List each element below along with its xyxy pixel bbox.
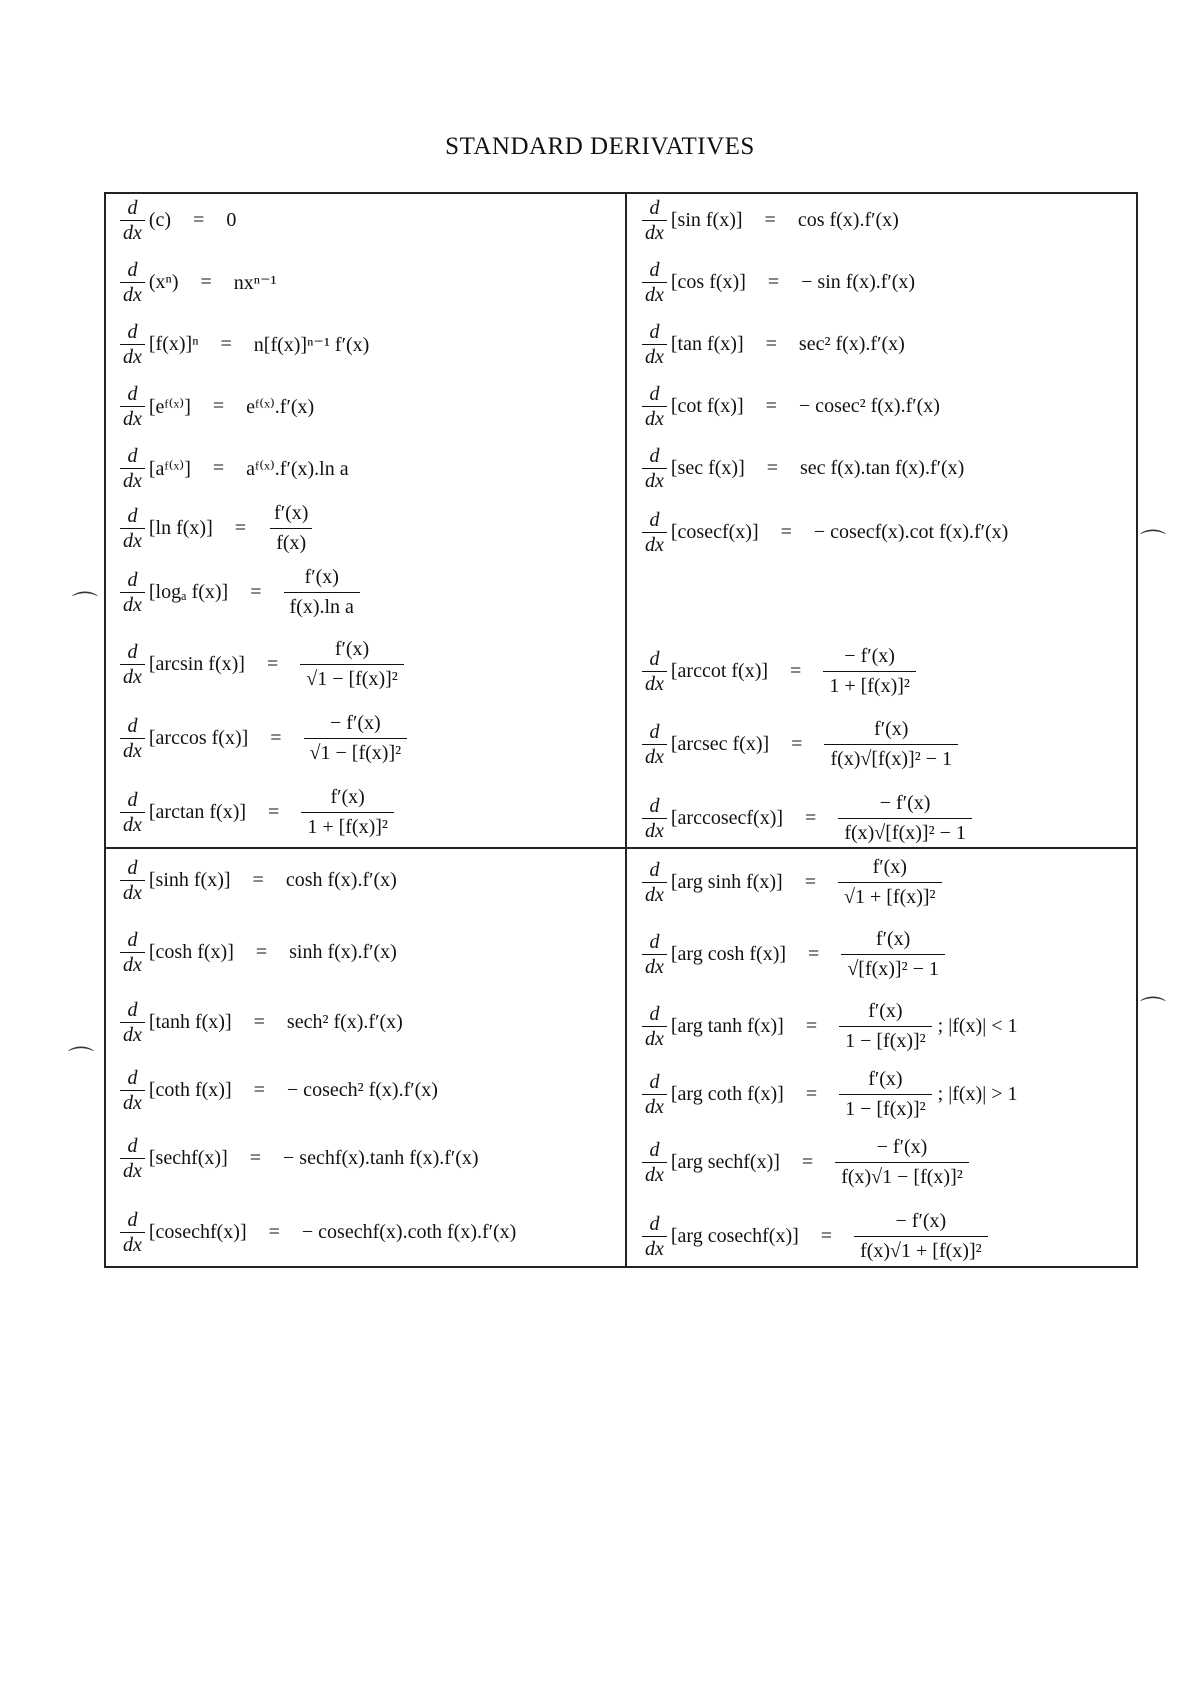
equals-sign: = bbox=[765, 395, 777, 417]
formula-argument: [arg sinh f(x)] bbox=[670, 871, 783, 893]
formula-result: sec² f(x).f′(x) bbox=[798, 333, 905, 355]
formula-result: sinh f(x).f′(x) bbox=[289, 941, 397, 963]
formula-row bbox=[118, 712, 407, 765]
equals-sign: = bbox=[765, 333, 777, 355]
formula-result: cosh f(x).f′(x) bbox=[285, 869, 397, 891]
equals-sign: = bbox=[805, 807, 817, 829]
operator-denominator: dx bbox=[120, 528, 145, 551]
operator-denominator: dx bbox=[120, 282, 145, 305]
d-dx-operator bbox=[642, 384, 667, 429]
formula-argument: [cosh f(x)] bbox=[148, 941, 234, 963]
formula-row bbox=[118, 638, 404, 691]
result-denominator: f(x) bbox=[270, 528, 312, 555]
d-dx-operator bbox=[120, 384, 145, 429]
formula-row bbox=[640, 198, 899, 243]
d-dx-operator bbox=[120, 1210, 145, 1255]
formula-argument: [eᶠ⁽ˣ⁾] bbox=[148, 396, 191, 418]
formula-result: − cosechf(x).coth f(x).f′(x) bbox=[301, 1221, 517, 1243]
operator-numerator: d bbox=[649, 1003, 660, 1025]
d-dx-operator bbox=[642, 510, 667, 555]
operator-denominator: dx bbox=[642, 1162, 667, 1185]
d-dx-operator bbox=[642, 860, 667, 905]
formula-argument: [cosechf(x)] bbox=[148, 1221, 247, 1243]
operator-numerator: d bbox=[127, 929, 138, 951]
d-dx-operator bbox=[120, 446, 145, 491]
operator-denominator: dx bbox=[120, 1090, 145, 1113]
d-dx-operator bbox=[120, 642, 145, 687]
formula-row bbox=[640, 1000, 1018, 1053]
operator-numerator: d bbox=[127, 857, 138, 879]
margin-mark: ⌒ bbox=[1140, 996, 1167, 1025]
formula-argument: [arctan f(x)] bbox=[148, 801, 247, 823]
formula-row bbox=[118, 930, 397, 975]
result-denominator: 1 − [f(x)]² bbox=[839, 1026, 932, 1053]
result-denominator: 1 + [f(x)]² bbox=[301, 812, 394, 839]
result-fraction bbox=[268, 502, 314, 555]
formula-argument: [cos f(x)] bbox=[670, 271, 746, 293]
formula-row bbox=[640, 856, 942, 909]
operator-denominator: dx bbox=[642, 406, 667, 429]
operator-denominator: dx bbox=[642, 954, 667, 977]
equals-sign: = bbox=[820, 1225, 833, 1247]
d-dx-operator bbox=[642, 796, 667, 841]
result-fraction bbox=[301, 786, 394, 839]
formula-argument: [arcsec f(x)] bbox=[670, 733, 770, 755]
formula-row bbox=[640, 1136, 969, 1189]
formula-result: cos f(x).f′(x) bbox=[797, 209, 899, 231]
formula-result: aᶠ⁽ˣ⁾.f′(x).ln a bbox=[246, 458, 349, 480]
formula-result: − cosecf(x).cot f(x).f′(x) bbox=[813, 521, 1009, 543]
d-dx-operator bbox=[120, 1000, 145, 1045]
operator-numerator: d bbox=[649, 509, 660, 531]
formula-result: sec f(x).tan f(x).f′(x) bbox=[800, 457, 965, 479]
equals-sign: = bbox=[212, 395, 225, 417]
formula-row bbox=[640, 384, 940, 429]
operator-numerator: d bbox=[127, 445, 138, 467]
formula-argument: [arccosecf(x)] bbox=[670, 807, 784, 829]
operator-denominator: dx bbox=[642, 532, 667, 555]
formula-argument: [tan f(x)] bbox=[670, 333, 744, 355]
formula-row bbox=[118, 322, 369, 367]
operator-denominator: dx bbox=[642, 468, 667, 491]
formula-argument: [arg cosh f(x)] bbox=[670, 943, 787, 965]
result-fraction bbox=[839, 1000, 932, 1053]
formula-argument: [sin f(x)] bbox=[670, 209, 743, 231]
result-numerator: − f′(x) bbox=[844, 645, 895, 667]
section-divider bbox=[104, 847, 1138, 849]
domain-condition: ; |f(x)| > 1 bbox=[937, 1083, 1018, 1105]
formula-argument: [arg cosechf(x)] bbox=[670, 1225, 799, 1247]
result-denominator: √1 + [f(x)]² bbox=[838, 882, 942, 909]
operator-numerator: d bbox=[127, 505, 138, 527]
d-dx-operator bbox=[120, 1136, 145, 1181]
formula-argument: [tanh f(x)] bbox=[148, 1011, 232, 1033]
operator-numerator: d bbox=[649, 197, 660, 219]
result-fraction bbox=[854, 1210, 988, 1263]
formula-argument: [arccos f(x)] bbox=[148, 727, 249, 749]
operator-numerator: d bbox=[649, 859, 660, 881]
d-dx-operator bbox=[120, 790, 145, 835]
equals-sign: = bbox=[805, 1015, 818, 1037]
equals-sign: = bbox=[767, 271, 780, 293]
d-dx-operator bbox=[120, 506, 145, 551]
operator-denominator: dx bbox=[642, 220, 667, 243]
operator-denominator: dx bbox=[642, 818, 667, 841]
formula-result: 0 bbox=[226, 209, 237, 231]
operator-numerator: d bbox=[649, 383, 660, 405]
d-dx-operator bbox=[642, 322, 667, 367]
formula-row bbox=[118, 1068, 438, 1113]
operator-numerator: d bbox=[649, 259, 660, 281]
operator-denominator: dx bbox=[120, 880, 145, 903]
formula-row bbox=[640, 928, 945, 981]
formula-argument: [cot f(x)] bbox=[670, 395, 744, 417]
d-dx-operator bbox=[642, 198, 667, 243]
equals-sign: = bbox=[780, 521, 792, 543]
operator-denominator: dx bbox=[120, 1232, 145, 1255]
equals-sign: = bbox=[801, 1151, 814, 1173]
operator-numerator: d bbox=[649, 931, 660, 953]
result-denominator: f(x).ln a bbox=[284, 592, 360, 619]
operator-denominator: dx bbox=[642, 344, 667, 367]
formula-result: − sin f(x).f′(x) bbox=[801, 271, 916, 293]
formula-row bbox=[118, 260, 277, 305]
result-denominator: f(x)√1 − [f(x)]² bbox=[835, 1162, 969, 1189]
formula-row bbox=[118, 566, 360, 619]
d-dx-operator bbox=[120, 858, 145, 903]
result-fraction bbox=[300, 638, 404, 691]
operator-numerator: d bbox=[649, 1071, 660, 1093]
equals-sign: = bbox=[212, 457, 225, 479]
formula-row bbox=[118, 198, 236, 243]
equals-sign: = bbox=[766, 457, 779, 479]
formula-argument: [arg tanh f(x)] bbox=[670, 1015, 784, 1037]
formula-row bbox=[640, 1068, 1018, 1121]
page-title: STANDARD DERIVATIVES bbox=[445, 133, 755, 160]
equals-sign: = bbox=[805, 1083, 818, 1105]
operator-numerator: d bbox=[127, 1135, 138, 1157]
operator-numerator: d bbox=[649, 721, 660, 743]
result-numerator: − f′(x) bbox=[876, 1136, 928, 1158]
result-fraction bbox=[304, 712, 408, 765]
equals-sign: = bbox=[791, 733, 803, 755]
result-numerator: f′(x) bbox=[330, 786, 365, 808]
result-fraction bbox=[839, 1068, 932, 1121]
result-numerator: − f′(x) bbox=[879, 792, 931, 814]
formula-argument: [logₐ f(x)] bbox=[148, 581, 229, 603]
d-dx-operator bbox=[642, 649, 667, 694]
operator-denominator: dx bbox=[120, 952, 145, 975]
formula-argument: [arg sechf(x)] bbox=[670, 1151, 780, 1173]
operator-numerator: d bbox=[127, 321, 138, 343]
operator-numerator: d bbox=[127, 641, 138, 663]
result-denominator: 1 − [f(x)]² bbox=[839, 1094, 932, 1121]
result-fraction bbox=[835, 1136, 969, 1189]
formula-argument: [ln f(x)] bbox=[148, 517, 213, 539]
formula-argument: (c) bbox=[148, 209, 172, 231]
equals-sign: = bbox=[255, 941, 268, 963]
operator-denominator: dx bbox=[642, 282, 667, 305]
d-dx-operator bbox=[642, 932, 667, 977]
result-denominator: √1 − [f(x)]² bbox=[300, 664, 404, 691]
equals-sign: = bbox=[220, 333, 232, 355]
formula-result: sech² f(x).f′(x) bbox=[286, 1011, 403, 1033]
operator-denominator: dx bbox=[120, 468, 145, 491]
equals-sign: = bbox=[764, 209, 776, 231]
operator-numerator: d bbox=[649, 795, 660, 817]
formula-argument: [sechf(x)] bbox=[148, 1147, 228, 1169]
equals-sign: = bbox=[270, 727, 282, 749]
operator-denominator: dx bbox=[120, 812, 145, 835]
operator-numerator: d bbox=[127, 259, 138, 281]
d-dx-operator bbox=[120, 716, 145, 761]
equals-sign: = bbox=[253, 1079, 265, 1101]
formula-row bbox=[118, 786, 394, 839]
result-fraction bbox=[284, 566, 360, 619]
operator-numerator: d bbox=[127, 715, 138, 737]
formula-row bbox=[118, 858, 397, 903]
formula-row bbox=[640, 1210, 988, 1263]
equals-sign: = bbox=[253, 1011, 265, 1033]
result-numerator: f′(x) bbox=[875, 928, 911, 950]
equals-sign: = bbox=[234, 517, 247, 539]
equals-sign: = bbox=[268, 1221, 280, 1243]
operator-numerator: d bbox=[649, 321, 660, 343]
formula-row bbox=[640, 792, 972, 845]
formula-argument: (xⁿ) bbox=[148, 271, 179, 293]
formula-result: − sechf(x).tanh f(x).f′(x) bbox=[283, 1147, 479, 1169]
equals-sign: = bbox=[249, 1147, 262, 1169]
operator-denominator: dx bbox=[120, 220, 145, 243]
result-fraction bbox=[838, 792, 972, 845]
formula-result: − cosech² f(x).f′(x) bbox=[286, 1079, 438, 1101]
result-denominator: f(x)√[f(x)]² − 1 bbox=[824, 744, 958, 771]
operator-denominator: dx bbox=[120, 1158, 145, 1181]
d-dx-operator bbox=[642, 1072, 667, 1117]
formula-result: eᶠ⁽ˣ⁾.f′(x) bbox=[246, 396, 315, 418]
result-fraction bbox=[838, 856, 942, 909]
formula-row bbox=[640, 718, 958, 771]
result-numerator: − f′(x) bbox=[895, 1210, 947, 1232]
formula-row bbox=[640, 510, 1008, 555]
operator-numerator: d bbox=[127, 789, 138, 811]
formula-result: nxⁿ⁻¹ bbox=[233, 272, 277, 294]
result-fraction bbox=[841, 928, 945, 981]
operator-numerator: d bbox=[127, 1209, 138, 1231]
operator-denominator: dx bbox=[642, 1026, 667, 1049]
margin-mark: ⌒ bbox=[72, 591, 99, 620]
formula-result: − cosec² f(x).f′(x) bbox=[798, 395, 940, 417]
formula-row bbox=[118, 1000, 403, 1045]
formula-row bbox=[118, 384, 314, 429]
margin-mark: ⌒ bbox=[1140, 529, 1167, 558]
formula-row bbox=[640, 260, 915, 305]
equals-sign: = bbox=[250, 581, 262, 603]
result-numerator: f′(x) bbox=[872, 856, 907, 878]
d-dx-operator bbox=[642, 722, 667, 767]
result-numerator: f′(x) bbox=[274, 502, 309, 524]
result-denominator: f(x)√1 + [f(x)]² bbox=[854, 1236, 988, 1263]
formula-argument: [arg coth f(x)] bbox=[670, 1083, 784, 1105]
d-dx-operator bbox=[120, 322, 145, 367]
formula-row bbox=[118, 1210, 516, 1255]
operator-denominator: dx bbox=[642, 744, 667, 767]
d-dx-operator bbox=[120, 930, 145, 975]
result-denominator: √[f(x)]² − 1 bbox=[841, 954, 945, 981]
equals-sign: = bbox=[268, 801, 280, 823]
equals-sign: = bbox=[193, 209, 205, 231]
result-numerator: f′(x) bbox=[874, 718, 909, 740]
equals-sign: = bbox=[252, 869, 264, 891]
formula-row bbox=[640, 645, 916, 698]
d-dx-operator bbox=[642, 446, 667, 491]
result-numerator: f′(x) bbox=[868, 1068, 903, 1090]
equals-sign: = bbox=[804, 871, 816, 893]
result-numerator: f′(x) bbox=[304, 566, 339, 588]
formula-argument: [aᶠ⁽ˣ⁾] bbox=[148, 458, 191, 480]
operator-denominator: dx bbox=[120, 664, 145, 687]
formula-result: n[f(x)]ⁿ⁻¹ f′(x) bbox=[253, 334, 370, 356]
operator-numerator: d bbox=[649, 648, 660, 670]
operator-denominator: dx bbox=[642, 671, 667, 694]
margin-mark: ⌒ bbox=[68, 1046, 95, 1075]
operator-denominator: dx bbox=[120, 738, 145, 761]
operator-denominator: dx bbox=[642, 1236, 667, 1259]
operator-denominator: dx bbox=[120, 344, 145, 367]
column-divider bbox=[625, 192, 627, 1268]
formula-argument: [coth f(x)] bbox=[148, 1079, 232, 1101]
result-numerator: f′(x) bbox=[334, 638, 370, 660]
operator-numerator: d bbox=[649, 1213, 660, 1235]
result-numerator: − f′(x) bbox=[330, 712, 381, 734]
operator-numerator: d bbox=[127, 999, 138, 1021]
formula-row bbox=[118, 1136, 479, 1181]
operator-numerator: d bbox=[127, 197, 138, 219]
domain-condition: ; |f(x)| < 1 bbox=[937, 1015, 1018, 1037]
equals-sign: = bbox=[808, 943, 820, 965]
result-denominator: 1 + [f(x)]² bbox=[823, 671, 916, 698]
result-fraction bbox=[824, 718, 958, 771]
equals-sign: = bbox=[200, 271, 212, 293]
formula-argument: [cosecf(x)] bbox=[670, 521, 759, 543]
d-dx-operator bbox=[120, 1068, 145, 1113]
result-denominator: f(x)√[f(x)]² − 1 bbox=[838, 818, 972, 845]
formula-row bbox=[118, 502, 314, 555]
d-dx-operator bbox=[642, 1214, 667, 1259]
operator-denominator: dx bbox=[642, 1094, 667, 1117]
operator-numerator: d bbox=[649, 1139, 660, 1161]
formula-argument: [sec f(x)] bbox=[670, 457, 745, 479]
operator-denominator: dx bbox=[120, 406, 145, 429]
operator-denominator: dx bbox=[120, 592, 145, 615]
result-denominator: √1 − [f(x)]² bbox=[304, 738, 408, 765]
equals-sign: = bbox=[790, 660, 802, 682]
d-dx-operator bbox=[642, 1004, 667, 1049]
operator-numerator: d bbox=[127, 1067, 138, 1089]
d-dx-operator bbox=[120, 570, 145, 615]
d-dx-operator bbox=[642, 260, 667, 305]
result-numerator: f′(x) bbox=[868, 1000, 903, 1022]
formula-argument: [sinh f(x)] bbox=[148, 869, 231, 891]
d-dx-operator bbox=[642, 1140, 667, 1185]
d-dx-operator bbox=[120, 260, 145, 305]
operator-denominator: dx bbox=[120, 1022, 145, 1045]
result-fraction bbox=[823, 645, 916, 698]
formula-row bbox=[640, 322, 905, 367]
formula-argument: [f(x)]ⁿ bbox=[148, 333, 199, 355]
operator-denominator: dx bbox=[642, 882, 667, 905]
formula-row bbox=[118, 446, 349, 491]
operator-numerator: d bbox=[127, 383, 138, 405]
d-dx-operator bbox=[120, 198, 145, 243]
equals-sign: = bbox=[266, 653, 279, 675]
formula-row bbox=[640, 446, 964, 491]
operator-numerator: d bbox=[649, 445, 660, 467]
formula-argument: [arcsin f(x)] bbox=[148, 653, 245, 675]
operator-numerator: d bbox=[127, 569, 138, 591]
formula-argument: [arccot f(x)] bbox=[670, 660, 769, 682]
